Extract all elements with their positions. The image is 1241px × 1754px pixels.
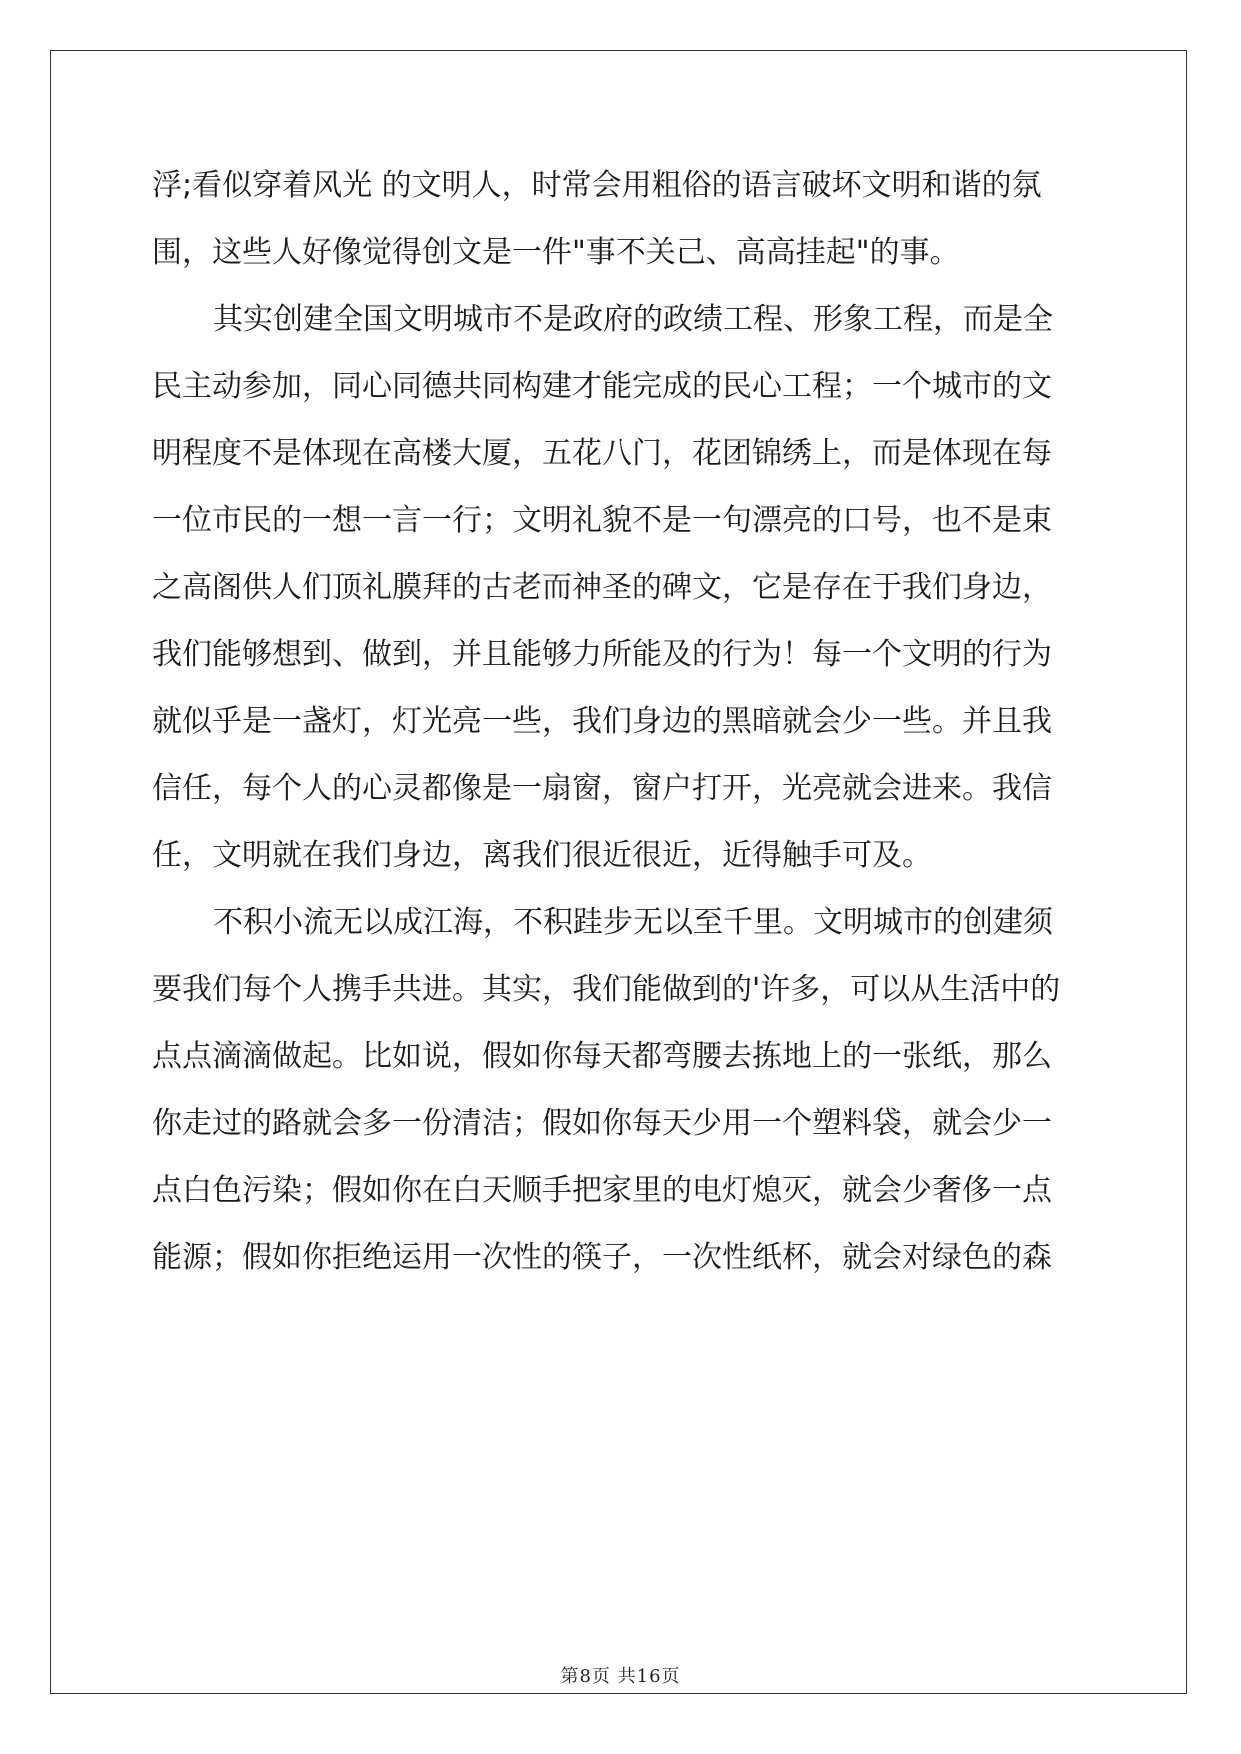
text-line: 明程度不是体现在高楼大厦，五花八门，花团锦绣上，而是体现在每 <box>152 436 1052 471</box>
text-line: 一位市民的一想一言一行；文明礼貌不是一句漂亮的口号，也不是束 <box>152 503 1052 538</box>
text-line: 要我们每个人携手共进。其实，我们能做到的'许多，可以从生活中的 <box>152 972 1061 1007</box>
page-number: 第8页 共16页 <box>560 1666 681 1687</box>
text-line: 不积小流无以成江海，不积跬步无以至千里。文明城市的创建须 <box>213 905 1053 940</box>
text-line: 围，这些人好像觉得创文是一件"事不关己、高高挂起"的事。 <box>152 235 960 270</box>
text-line: 就似乎是一盏灯，灯光亮一些，我们身边的黑暗就会少一些。并且我 <box>152 704 1052 739</box>
text-line: 其实创建全国文明城市不是政府的政绩工程、形象工程，而是全 <box>213 302 1053 337</box>
text-line: 浮;看似穿着风光 的文明人，时常会用粗俗的语言破坏文明和谐的氛 <box>152 168 1042 203</box>
text-line: 点白色污染；假如你在白天顺手把家里的电灯熄灭，就会少奢侈一点 <box>152 1173 1052 1208</box>
text-line: 之高阁供人们顶礼膜拜的古老而神圣的碑文，它是存在于我们身边， <box>152 570 1052 605</box>
text-line: 民主动参加，同心同德共同构建才能完成的民心工程；一个城市的文 <box>152 369 1052 404</box>
text-line: 能源；假如你拒绝运用一次性的筷子，一次性纸杯，就会对绿色的森 <box>152 1240 1052 1275</box>
text-line: 点点滴滴做起。比如说，假如你每天都弯腰去拣地上的一张纸，那么 <box>152 1039 1052 1074</box>
text-line: 信任，每个人的心灵都像是一扇窗，窗户打开，光亮就会进来。我信 <box>152 771 1052 806</box>
text-line: 你走过的路就会多一份清洁；假如你每天少用一个塑料袋，就会少一 <box>152 1106 1052 1141</box>
text-line: 任，文明就在我们身边，离我们很近很近，近得触手可及。 <box>152 838 932 873</box>
text-line: 我们能够想到、做到，并且能够力所能及的行为！每一个文明的行为 <box>152 637 1052 672</box>
